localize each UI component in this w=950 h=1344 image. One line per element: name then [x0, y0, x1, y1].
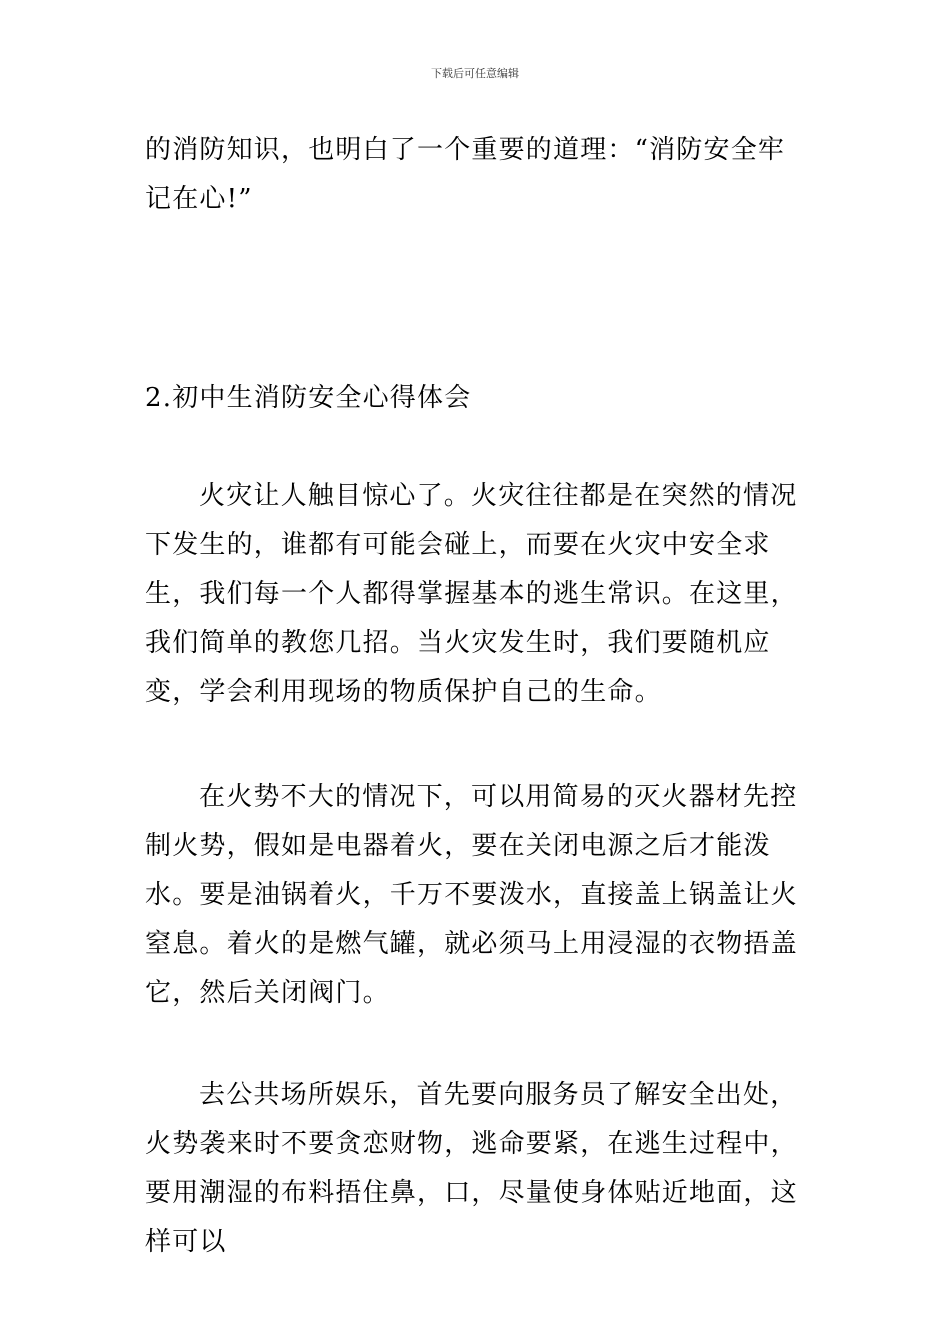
- page-header-note: 下载后可任意编辑: [431, 67, 519, 80]
- body-paragraph-1: 火灾让人触目惊心了。火灾往往都是在突然的情况下发生的，谁都有可能会碰上，而要在火灾中安全求生，我们每一个人都得掌握基本的逃生常识。在这里，我们简单的教您几招。当火灾发生时，我们要随机应变，学会利用现场的物质保护自己的生命。: [145, 481, 798, 707]
- section-heading: 2.初中生消防安全心得体会: [145, 383, 472, 413]
- body-paragraph-3: 去公共场所娱乐，首先要向服务员了解安全出处，火势袭来时不要贪恋财物，逃命要紧，在逃生过程中，要用潮湿的布料捂住鼻，口，尽量使身体贴近地面，这样可以: [145, 1080, 798, 1257]
- body-paragraph-2: 在火势不大的情况下，可以用简易的灭火器材先控制火势，假如是电器着火，要在关闭电源之后才能泼水。要是油锅着火，千万不要泼水，直接盖上锅盖让火窒息。着火的是燃气罐，就必须马上用浸湿的衣物捂盖它，然后关闭阀门。: [145, 782, 798, 1008]
- carryover-paragraph: 的消防知识，也明白了一个重要的道理：“消防安全牢记在心!”: [145, 135, 786, 214]
